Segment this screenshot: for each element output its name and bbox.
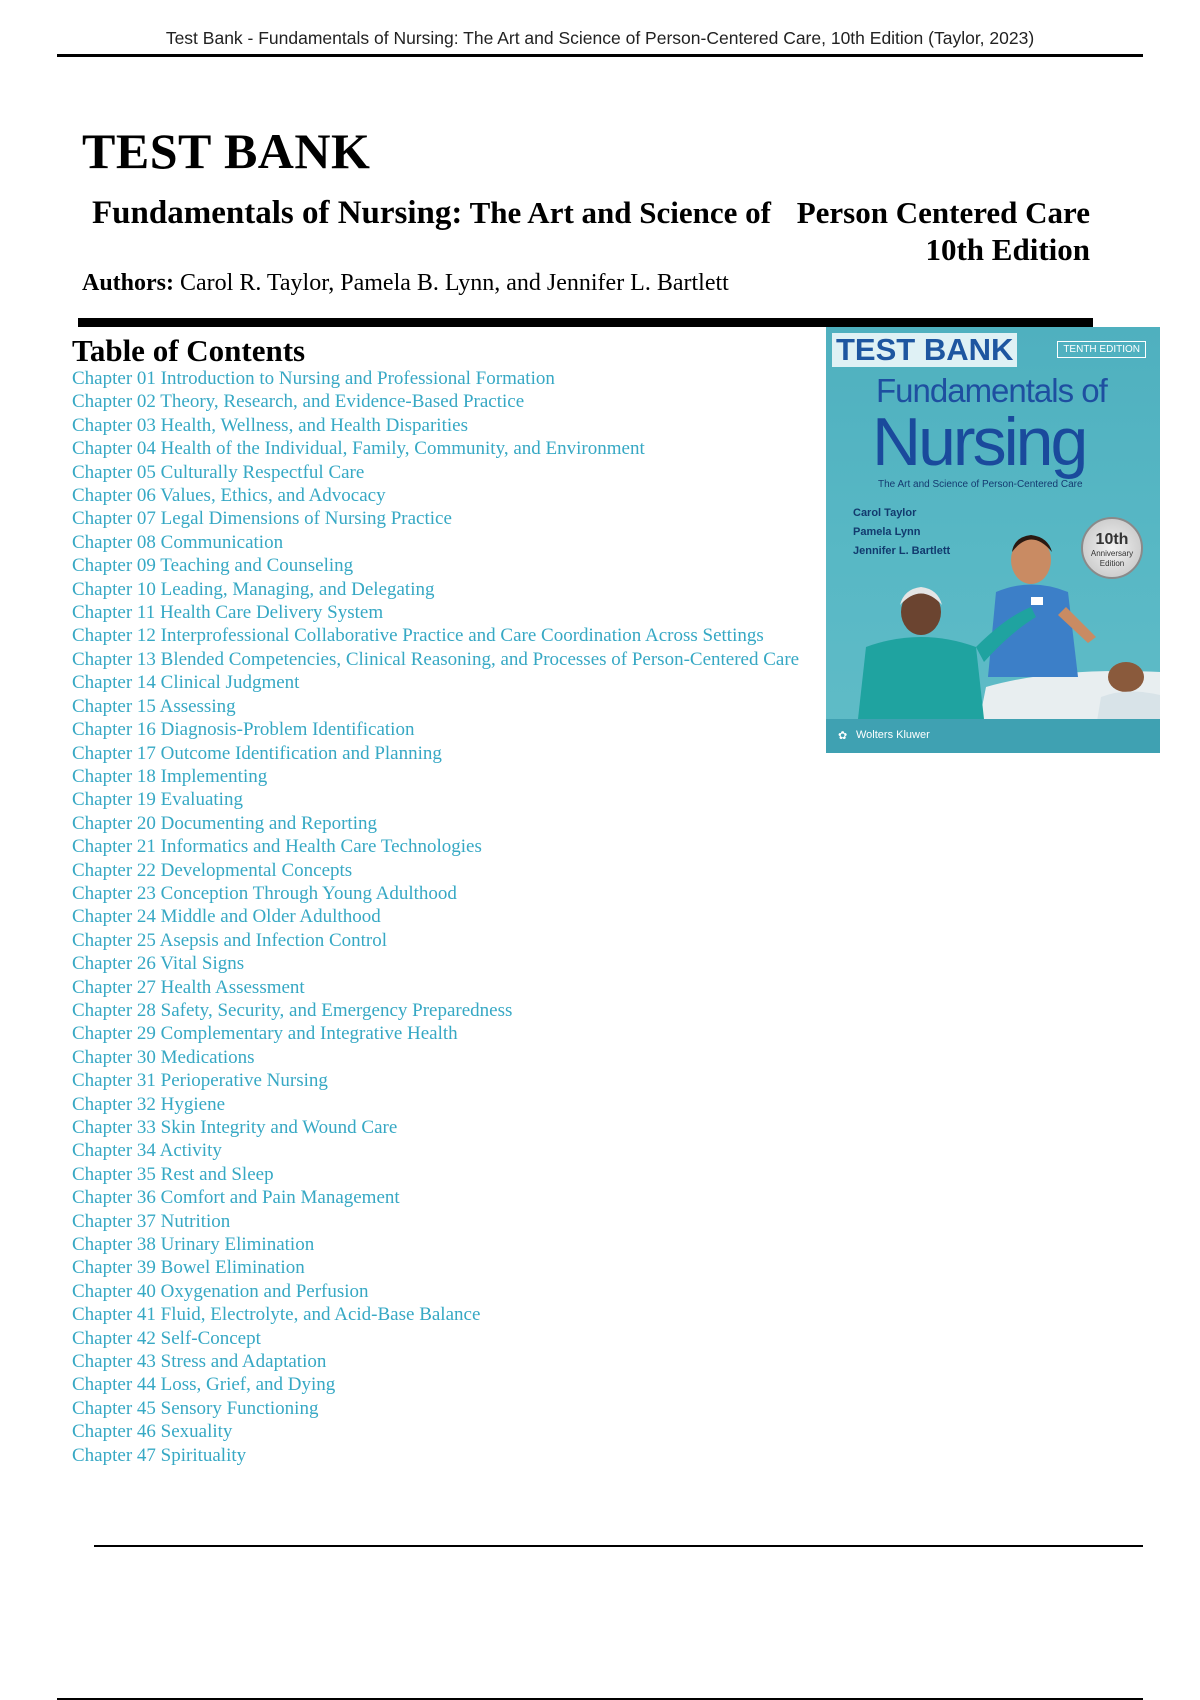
toc-chapter-link[interactable]: Chapter 12 Interprofessional Collaborative Practice and Care Coordination Across Settings bbox=[72, 625, 764, 647]
footer-divider bbox=[94, 1545, 1143, 1547]
toc-chapter-link[interactable]: Chapter 45 Sensory Functioning bbox=[72, 1397, 319, 1419]
toc-list bbox=[72, 367, 832, 1467]
subtitle-part-2: The Art and Science of bbox=[469, 195, 771, 230]
toc-chapter-link[interactable]: Chapter 17 Outcome Identification and Planning bbox=[72, 742, 442, 764]
book-subtitle bbox=[92, 195, 1090, 232]
badge-number: 10th bbox=[1095, 531, 1129, 548]
toc-chapter-link[interactable]: Chapter 05 Culturally Respectful Care bbox=[72, 461, 365, 483]
toc-chapter-link[interactable]: Chapter 39 Bowel Elimination bbox=[72, 1257, 305, 1279]
toc-chapter-link[interactable]: Chapter 35 Rest and Sleep bbox=[72, 1163, 274, 1185]
subtitle-part-1: Fundamentals of Nursing: bbox=[92, 195, 463, 231]
toc-chapter-link[interactable]: Chapter 43 Stress and Adaptation bbox=[72, 1351, 327, 1373]
toc-chapter-link[interactable]: Chapter 01 Introduction to Nursing and Professional Formation bbox=[72, 368, 555, 389]
authors-label: Authors: bbox=[82, 270, 175, 296]
toc-chapter-link[interactable]: Chapter 38 Urinary Elimination bbox=[72, 1234, 315, 1256]
toc-chapter-link[interactable]: Chapter 44 Loss, Grief, and Dying bbox=[72, 1374, 336, 1396]
cover-author: Carol Taylor bbox=[853, 507, 917, 519]
toc-chapter-link[interactable]: Chapter 47 Spirituality bbox=[72, 1444, 247, 1466]
toc-chapter-link[interactable]: Chapter 20 Documenting and Reporting bbox=[72, 812, 377, 834]
toc-chapter-link[interactable]: Chapter 37 Nutrition bbox=[72, 1210, 231, 1232]
running-header: Test Bank - Fundamentals of Nursing: The Art and Science of Person-Centered Care, 10th Edition (Taylor, 2023) bbox=[165, 28, 1035, 48]
toc-chapter-link[interactable]: Chapter 07 Legal Dimensions of Nursing Practice bbox=[72, 508, 452, 530]
toc-chapter-link[interactable]: Chapter 06 Values, Ethics, and Advocacy bbox=[72, 485, 386, 507]
toc-chapter-link[interactable]: Chapter 22 Developmental Concepts bbox=[72, 859, 353, 881]
toc-chapter-link[interactable]: Chapter 10 Leading, Managing, and Delegating bbox=[72, 578, 435, 600]
subtitle-part-3: Person Centered Care bbox=[796, 195, 1090, 230]
toc-chapter-link[interactable]: Chapter 26 Vital Signs bbox=[72, 953, 245, 975]
toc-chapter-link[interactable]: Chapter 31 Perioperative Nursing bbox=[72, 1070, 328, 1092]
authors-line bbox=[82, 270, 729, 297]
toc-chapter-link[interactable]: Chapter 21 Informatics and Health Care Technologies bbox=[72, 836, 482, 858]
toc-chapter-link[interactable]: Chapter 30 Medications bbox=[72, 1046, 255, 1068]
cover-author: Pamela Lynn bbox=[853, 526, 921, 538]
toc-chapter-link[interactable]: Chapter 14 Clinical Judgment bbox=[72, 672, 300, 694]
toc-chapter-link[interactable]: Chapter 46 Sexuality bbox=[72, 1421, 233, 1443]
toc-chapter-link[interactable]: Chapter 41 Fluid, Electrolyte, and Acid-Base Balance bbox=[72, 1304, 481, 1326]
toc-chapter-link[interactable]: Chapter 33 Skin Integrity and Wound Care bbox=[72, 1117, 398, 1138]
toc-chapter-link[interactable]: Chapter 36 Comfort and Pain Management bbox=[72, 1187, 400, 1209]
toc-chapter-link[interactable]: Chapter 18 Implementing bbox=[72, 765, 268, 787]
edition-label: 10th Edition bbox=[925, 232, 1090, 267]
cover-title-line-1: Fundamentals of bbox=[876, 372, 1107, 409]
cover-author: Jennifer L. Bartlett bbox=[853, 545, 951, 557]
cover-edition-label: TENTH EDITION bbox=[1057, 341, 1146, 358]
publisher-name: Wolters Kluwer bbox=[856, 729, 930, 741]
toc-chapter-link[interactable]: Chapter 28 Safety, Security, and Emergency Preparedness bbox=[72, 999, 513, 1021]
toc-chapter-link[interactable]: Chapter 08 Communication bbox=[72, 531, 284, 553]
toc-chapter-link[interactable]: Chapter 04 Health of the Individual, Family, Community, and Environment bbox=[72, 438, 645, 460]
toc-chapter-link[interactable]: Chapter 29 Complementary and Integrative Health bbox=[72, 1023, 458, 1045]
cover-publisher-bar bbox=[826, 719, 1160, 753]
cover-test-bank-label: TEST BANK bbox=[832, 333, 1017, 367]
toc-chapter-link[interactable]: Chapter 15 Assessing bbox=[72, 695, 236, 717]
toc-chapter-link[interactable]: Chapter 09 Teaching and Counseling bbox=[72, 555, 354, 577]
toc-chapter-link[interactable]: Chapter 32 Hygiene bbox=[72, 1093, 226, 1115]
toc-chapter-link[interactable]: Chapter 34 Activity bbox=[72, 1140, 222, 1162]
anniversary-badge bbox=[1081, 517, 1143, 579]
toc-chapter-link[interactable]: Chapter 40 Oxygenation and Perfusion bbox=[72, 1280, 369, 1302]
document-title: TEST BANK bbox=[82, 123, 371, 179]
toc-chapter-link[interactable]: Chapter 27 Health Assessment bbox=[72, 976, 305, 998]
header-divider bbox=[57, 54, 1143, 57]
toc-chapter-link[interactable]: Chapter 24 Middle and Older Adulthood bbox=[72, 906, 381, 928]
toc-chapter-link[interactable]: Chapter 13 Blended Competencies, Clinical Reasoning, and Processes of Person-Centered Care bbox=[72, 648, 800, 670]
cover-title-line-2: Nursing bbox=[872, 404, 1086, 480]
toc-chapter-link[interactable]: Chapter 16 Diagnosis-Problem Identification bbox=[72, 719, 415, 741]
publisher-logo-icon: ✿ bbox=[838, 730, 848, 742]
book-cover bbox=[826, 327, 1160, 753]
toc-chapter-link[interactable]: Chapter 11 Health Care Delivery System bbox=[72, 602, 384, 624]
toc-chapter-link[interactable]: Chapter 03 Health, Wellness, and Health Disparities bbox=[72, 414, 468, 436]
toc-chapter-link[interactable]: Chapter 02 Theory, Research, and Evidence-Based Practice bbox=[72, 391, 525, 413]
section-divider bbox=[78, 318, 1093, 327]
toc-title: Table of Contents bbox=[72, 333, 306, 368]
badge-text: Anniversary Edition bbox=[1090, 549, 1134, 568]
toc-chapter-link[interactable]: Chapter 42 Self-Concept bbox=[72, 1327, 261, 1349]
authors-names: Carol R. Taylor, Pamela B. Lynn, and Jennifer L. Bartlett bbox=[180, 270, 729, 296]
cover-tagline: The Art and Science of Person-Centered Care bbox=[878, 479, 1083, 490]
toc-chapter-link[interactable]: Chapter 25 Asepsis and Infection Control bbox=[72, 929, 388, 951]
toc-chapter-link[interactable]: Chapter 19 Evaluating bbox=[72, 789, 243, 811]
toc-chapter-link[interactable]: Chapter 23 Conception Through Young Adulthood bbox=[72, 882, 457, 904]
